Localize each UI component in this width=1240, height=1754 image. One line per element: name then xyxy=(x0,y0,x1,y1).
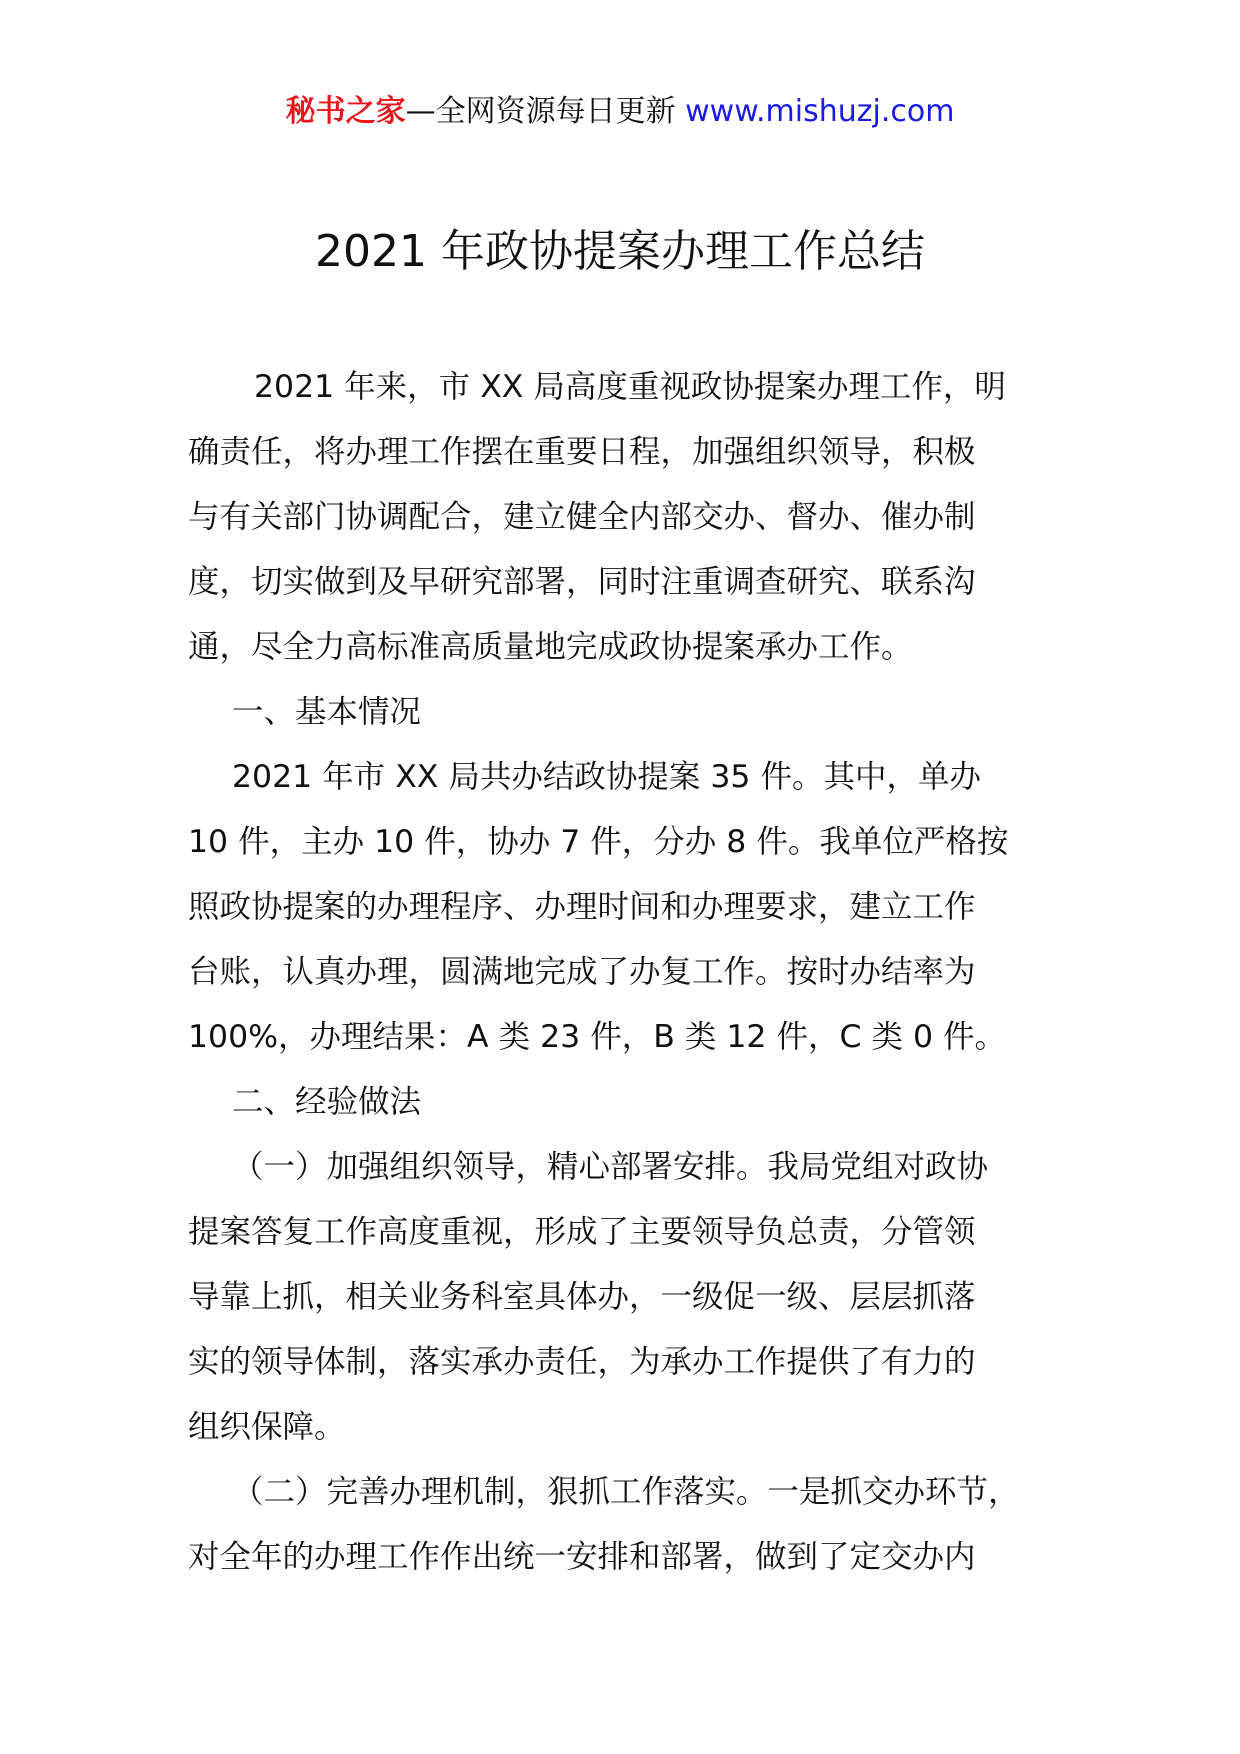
document-title: 2021 年政协提案办理工作总结 xyxy=(315,226,925,277)
paragraph-line: 2021 年市 XX 局共办结政协提案 35 件。其中，单办 xyxy=(232,759,981,795)
watermark-header xyxy=(0,92,1240,132)
paragraph-line: 照政协提案的办理程序、办理时间和办理要求，建立工作 xyxy=(188,889,976,925)
site-tagline: —全网资源每日更新 xyxy=(405,94,686,129)
paragraph-line: 实的领导体制，落实承办责任，为承办工作提供了有力的 xyxy=(188,1344,976,1380)
paragraph-line: 导靠上抓，相关业务科室具体办，一级促一级、层层抓落 xyxy=(188,1279,976,1315)
site-brand: 秘书之家 xyxy=(285,94,406,129)
section-heading: 一、基本情况 xyxy=(232,694,422,730)
site-url[interactable]: www.mishuzj.com xyxy=(685,94,955,129)
paragraph-line: 与有关部门协调配合，建立健全内部交办、督办、催办制 xyxy=(188,499,976,535)
paragraph-line: 对全年的办理工作作出统一安排和部署，做到了定交办内 xyxy=(188,1539,976,1575)
section-heading: 二、经验做法 xyxy=(232,1084,422,1120)
paragraph-line: （一）加强组织领导，精心部署安排。我局党组对政协 xyxy=(232,1149,989,1185)
paragraph-line: 100%，办理结果：A 类 23 件，B 类 12 件，C 类 0 件。 xyxy=(188,1019,1007,1055)
paragraph-line: 2021 年来，市 XX 局高度重视政协提案办理工作，明 xyxy=(254,369,1006,405)
paragraph-line: 组织保障。 xyxy=(188,1409,346,1445)
document-body xyxy=(188,355,1058,1590)
paragraph-line: 10 件，主办 10 件，协办 7 件，分办 8 件。我单位严格按 xyxy=(188,824,1009,860)
paragraph-line: 确责任，将办理工作摆在重要日程，加强组织领导，积极 xyxy=(188,434,976,470)
paragraph-line: （二）完善办理机制，狠抓工作落实。一是抓交办环节， xyxy=(232,1474,1020,1510)
paragraph-line: 度，切实做到及早研究部署，同时注重调查研究、联系沟 xyxy=(188,564,976,600)
paragraph-line: 提案答复工作高度重视，形成了主要领导负总责，分管领 xyxy=(188,1214,976,1250)
paragraph-line: 台账，认真办理，圆满地完成了办复工作。按时办结率为 xyxy=(188,954,976,990)
paragraph-line: 通，尽全力高标准高质量地完成政协提案承办工作。 xyxy=(188,629,913,665)
